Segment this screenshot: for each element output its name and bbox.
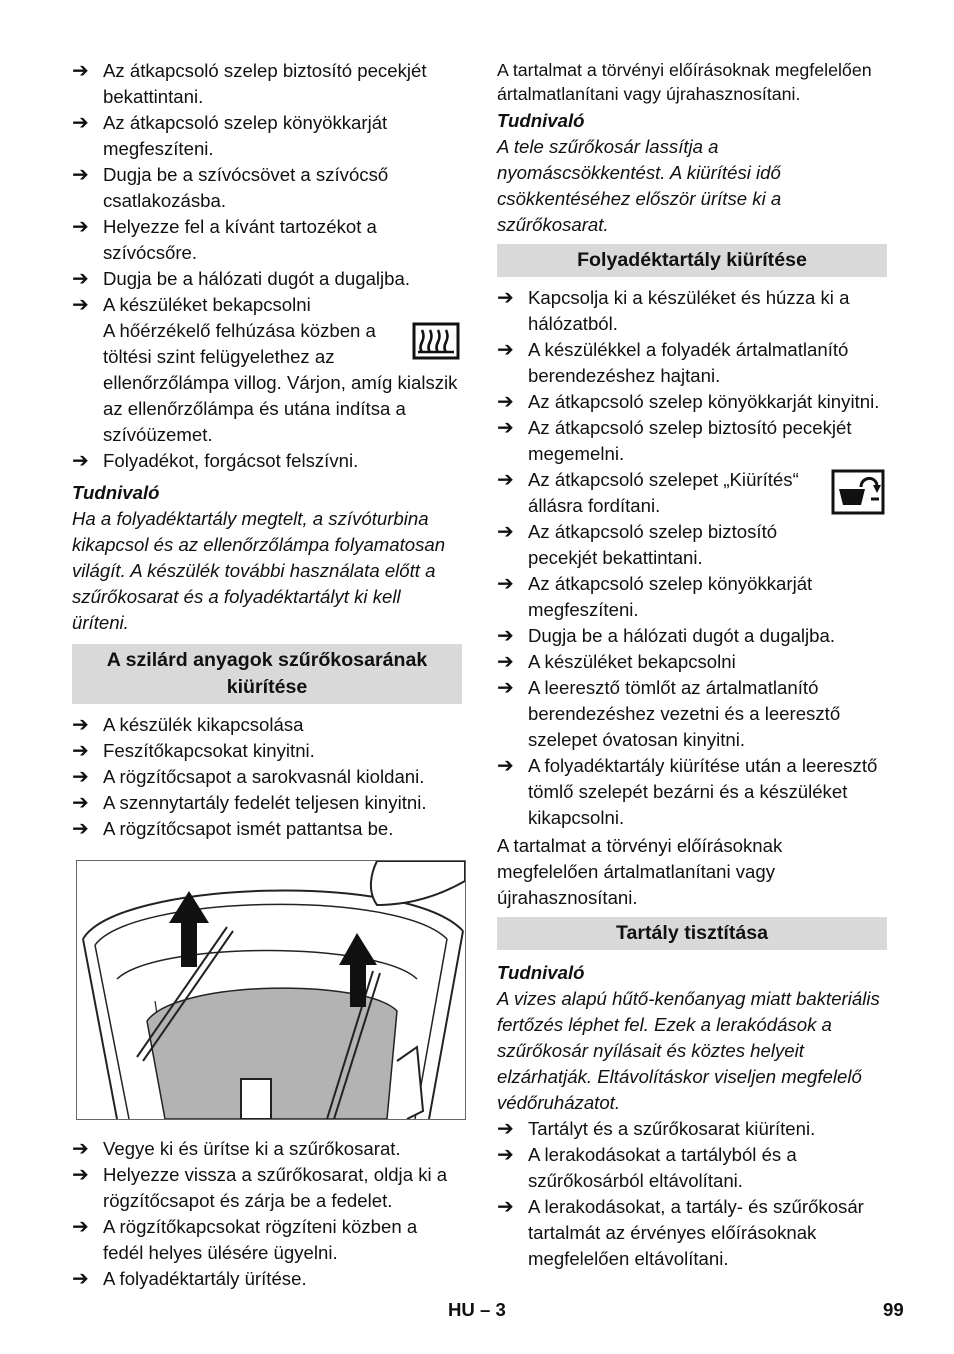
list-item: ➔ A készülék kikapcsolása xyxy=(72,714,304,736)
section-heading: Folyadéktartály kiürítése xyxy=(497,244,887,277)
arrow-right-icon: ➔ xyxy=(72,112,89,134)
arrow-right-icon: ➔ xyxy=(497,287,514,309)
note-title: Tudnivaló xyxy=(497,110,585,131)
paragraph: A tartalmat a törvényi előírásoknak megfelelően ártalmatlanítani vagy újrahasznosítani. xyxy=(497,60,872,104)
arrow-right-icon: ➔ xyxy=(72,268,89,290)
list-item: ➔ A készülékkel a folyadék ártalmatlanító berendezéshez hajtani. xyxy=(497,339,849,386)
arrow-right-icon: ➔ xyxy=(72,792,89,814)
note-body: Ha a folyadéktartály megtelt, a szívóturbina kikapcsol és az ellenőrzőlámpa folyamatosan világít. A készülék további használata előtt a szűrőkosarat és a folyadéktartályt ki kell üríteni. xyxy=(72,508,446,633)
list-item: ➔ Kapcsolja ki a készüléket és húzza ki a hálózatból. xyxy=(497,287,850,334)
list-item: ➔ A rögzítőcsapot ismét pattantsa be. xyxy=(72,818,394,840)
list-item: ➔ Folyadékot, forgácsot felszívni. xyxy=(72,450,359,472)
section-heading: A szilárd anyagok szűrőkosarának kiürítése xyxy=(72,644,462,704)
list-item: ➔ A folyadéktartály kiürítése után a leeresztő tömlő szelepét bezárni és a készüléket kikapcsolni. xyxy=(497,755,878,828)
note-body: A tele szűrőkosár lassítja a nyomáscsökkentést. A kiürítési idő csökkentéséhez először ürítse ki a szűrőkosarat. xyxy=(497,136,782,235)
note-body: A vizes alapú hűtő-kenőanyag miatt bakteriális fertőzés léphet fel. Ezek a lerakódások a szűrőkosár nyílásait és köztes helyeit elzárhatják. Eltávolításkor viseljen megfelelő védőruházatot. xyxy=(497,988,880,1113)
arrow-right-icon: ➔ xyxy=(72,164,89,186)
arrow-right-icon: ➔ xyxy=(497,651,514,673)
page-number: 99 xyxy=(883,1299,904,1320)
arrow-right-icon: ➔ xyxy=(72,294,89,316)
arrow-right-icon: ➔ xyxy=(72,740,89,762)
arrow-right-icon: ➔ xyxy=(72,1216,89,1238)
arrow-right-icon: ➔ xyxy=(497,573,514,595)
arrow-right-icon: ➔ xyxy=(497,339,514,361)
arrow-right-icon: ➔ xyxy=(497,521,514,543)
sub-paragraph: A hőérzékelő felhúzása közben a töltési szint felügyelethez az ellenőrzőlámpa villog. Várjon, amíg kialszik az ellenőrzőlámpa és utána indítsa a szívóüzemet. xyxy=(103,318,462,448)
drain-valve-icon xyxy=(831,469,885,515)
list-item: ➔ A rögzítőcsapot a sarokvasnál kioldani. xyxy=(72,766,425,788)
arrow-right-icon: ➔ xyxy=(72,450,89,472)
list-item: ➔ A leeresztő tömlőt az ártalmatlanító berendezéshez vezetni és a leeresztő szelepet óvatosan kinyitni. xyxy=(497,677,841,750)
arrow-right-icon: ➔ xyxy=(497,391,514,413)
list-item: ➔ Az átkapcsoló szelep könyökkarját megfeszíteni. xyxy=(497,573,813,620)
paragraph: A tartalmat a törvényi előírásoknak megfelelően ártalmatlanítani vagy újrahasznosítani. xyxy=(497,835,783,908)
list-item: ➔ Az átkapcsoló szelep biztosító pecekjét bekattintani. xyxy=(497,521,778,568)
list-item: ➔ Dugja be a hálózati dugót a dugaljba. xyxy=(497,625,836,647)
arrow-right-icon: ➔ xyxy=(497,755,514,777)
left-column xyxy=(72,58,462,1292)
arrow-right-icon: ➔ xyxy=(72,1268,89,1290)
list-item: ➔ Az átkapcsoló szelep biztosító pecekjét bekattintani. xyxy=(72,60,427,107)
arrow-right-icon: ➔ xyxy=(497,1144,514,1166)
list-item: ➔ Helyezze fel a kívánt tartozékot a szívócsőre. xyxy=(72,216,377,263)
arrow-right-icon: ➔ xyxy=(497,417,514,439)
note-title: Tudnivaló xyxy=(497,962,585,983)
list-item: ➔ Vegye ki és ürítse ki a szűrőkosarat. xyxy=(72,1138,401,1160)
filter-basket-illustration xyxy=(76,860,466,1120)
arrow-right-icon: ➔ xyxy=(497,625,514,647)
arrow-right-icon: ➔ xyxy=(72,818,89,840)
list-item: ➔ Az átkapcsoló szelep könyökkarját megfeszíteni. xyxy=(72,112,388,159)
arrow-right-icon: ➔ xyxy=(72,60,89,82)
arrow-right-icon: ➔ xyxy=(72,766,89,788)
list-item: ➔ Tartályt és a szűrőkosarat kiüríteni. xyxy=(497,1118,816,1140)
list-item: ➔ A lerakodásokat, a tartály- és szűrőkosár tartalmát az érvényes előírásoknak megfelelően eltávolítani. xyxy=(497,1196,864,1269)
page-footer-language: HU – 3 xyxy=(448,1299,506,1320)
note-title: Tudnivaló xyxy=(72,482,160,503)
arrow-right-icon: ➔ xyxy=(72,1138,89,1160)
arrow-right-icon: ➔ xyxy=(497,1118,514,1140)
list-item: ➔ Helyezze vissza a szűrőkosarat, oldja ki a rögzítőcsapot és zárja be a fedelet. xyxy=(72,1164,448,1211)
arrow-right-icon: ➔ xyxy=(497,677,514,699)
arrow-right-icon: ➔ xyxy=(72,1164,89,1186)
list-item: ➔ Feszítőkapcsokat kinyitni. xyxy=(72,740,315,762)
arrow-right-icon: ➔ xyxy=(72,216,89,238)
list-item: ➔ A lerakodásokat a tartályból és a szűrőkosárból eltávolítani. xyxy=(497,1144,797,1191)
list-item: ➔ Az átkapcsoló szelepet „Kiürítés“ állásra fordítani. xyxy=(497,467,887,519)
list-item: ➔ Az átkapcsoló szelep biztosító pecekjét megemelni. xyxy=(497,417,852,464)
list-item: ➔ A rögzítőkapcsokat rögzíteni közben a fedél helyes ülésére ügyelni. xyxy=(72,1216,418,1263)
list-item: ➔ Dugja be a hálózati dugót a dugaljba. xyxy=(72,268,411,290)
arrow-right-icon: ➔ xyxy=(72,714,89,736)
list-item: ➔ A folyadéktartály ürítése. xyxy=(72,1268,307,1290)
fill-level-sensor-icon xyxy=(412,322,460,366)
list-item: ➔ A készüléket bekapcsolni xyxy=(72,294,311,316)
list-item: ➔ A készüléket bekapcsolni xyxy=(497,651,736,673)
arrow-right-icon: ➔ xyxy=(497,1196,514,1218)
arrow-right-icon: ➔ xyxy=(497,469,514,491)
list-item: ➔ Az átkapcsoló szelep könyökkarját kinyitni. xyxy=(497,391,880,413)
list-item: ➔ Dugja be a szívócsövet a szívócső csatlakozásba. xyxy=(72,164,389,211)
right-column xyxy=(497,58,887,1272)
section-heading: Tartály tisztítása xyxy=(497,917,887,950)
list-item: ➔ A szennytartály fedelét teljesen kinyitni. xyxy=(72,792,427,814)
container-drawing xyxy=(77,861,465,1119)
